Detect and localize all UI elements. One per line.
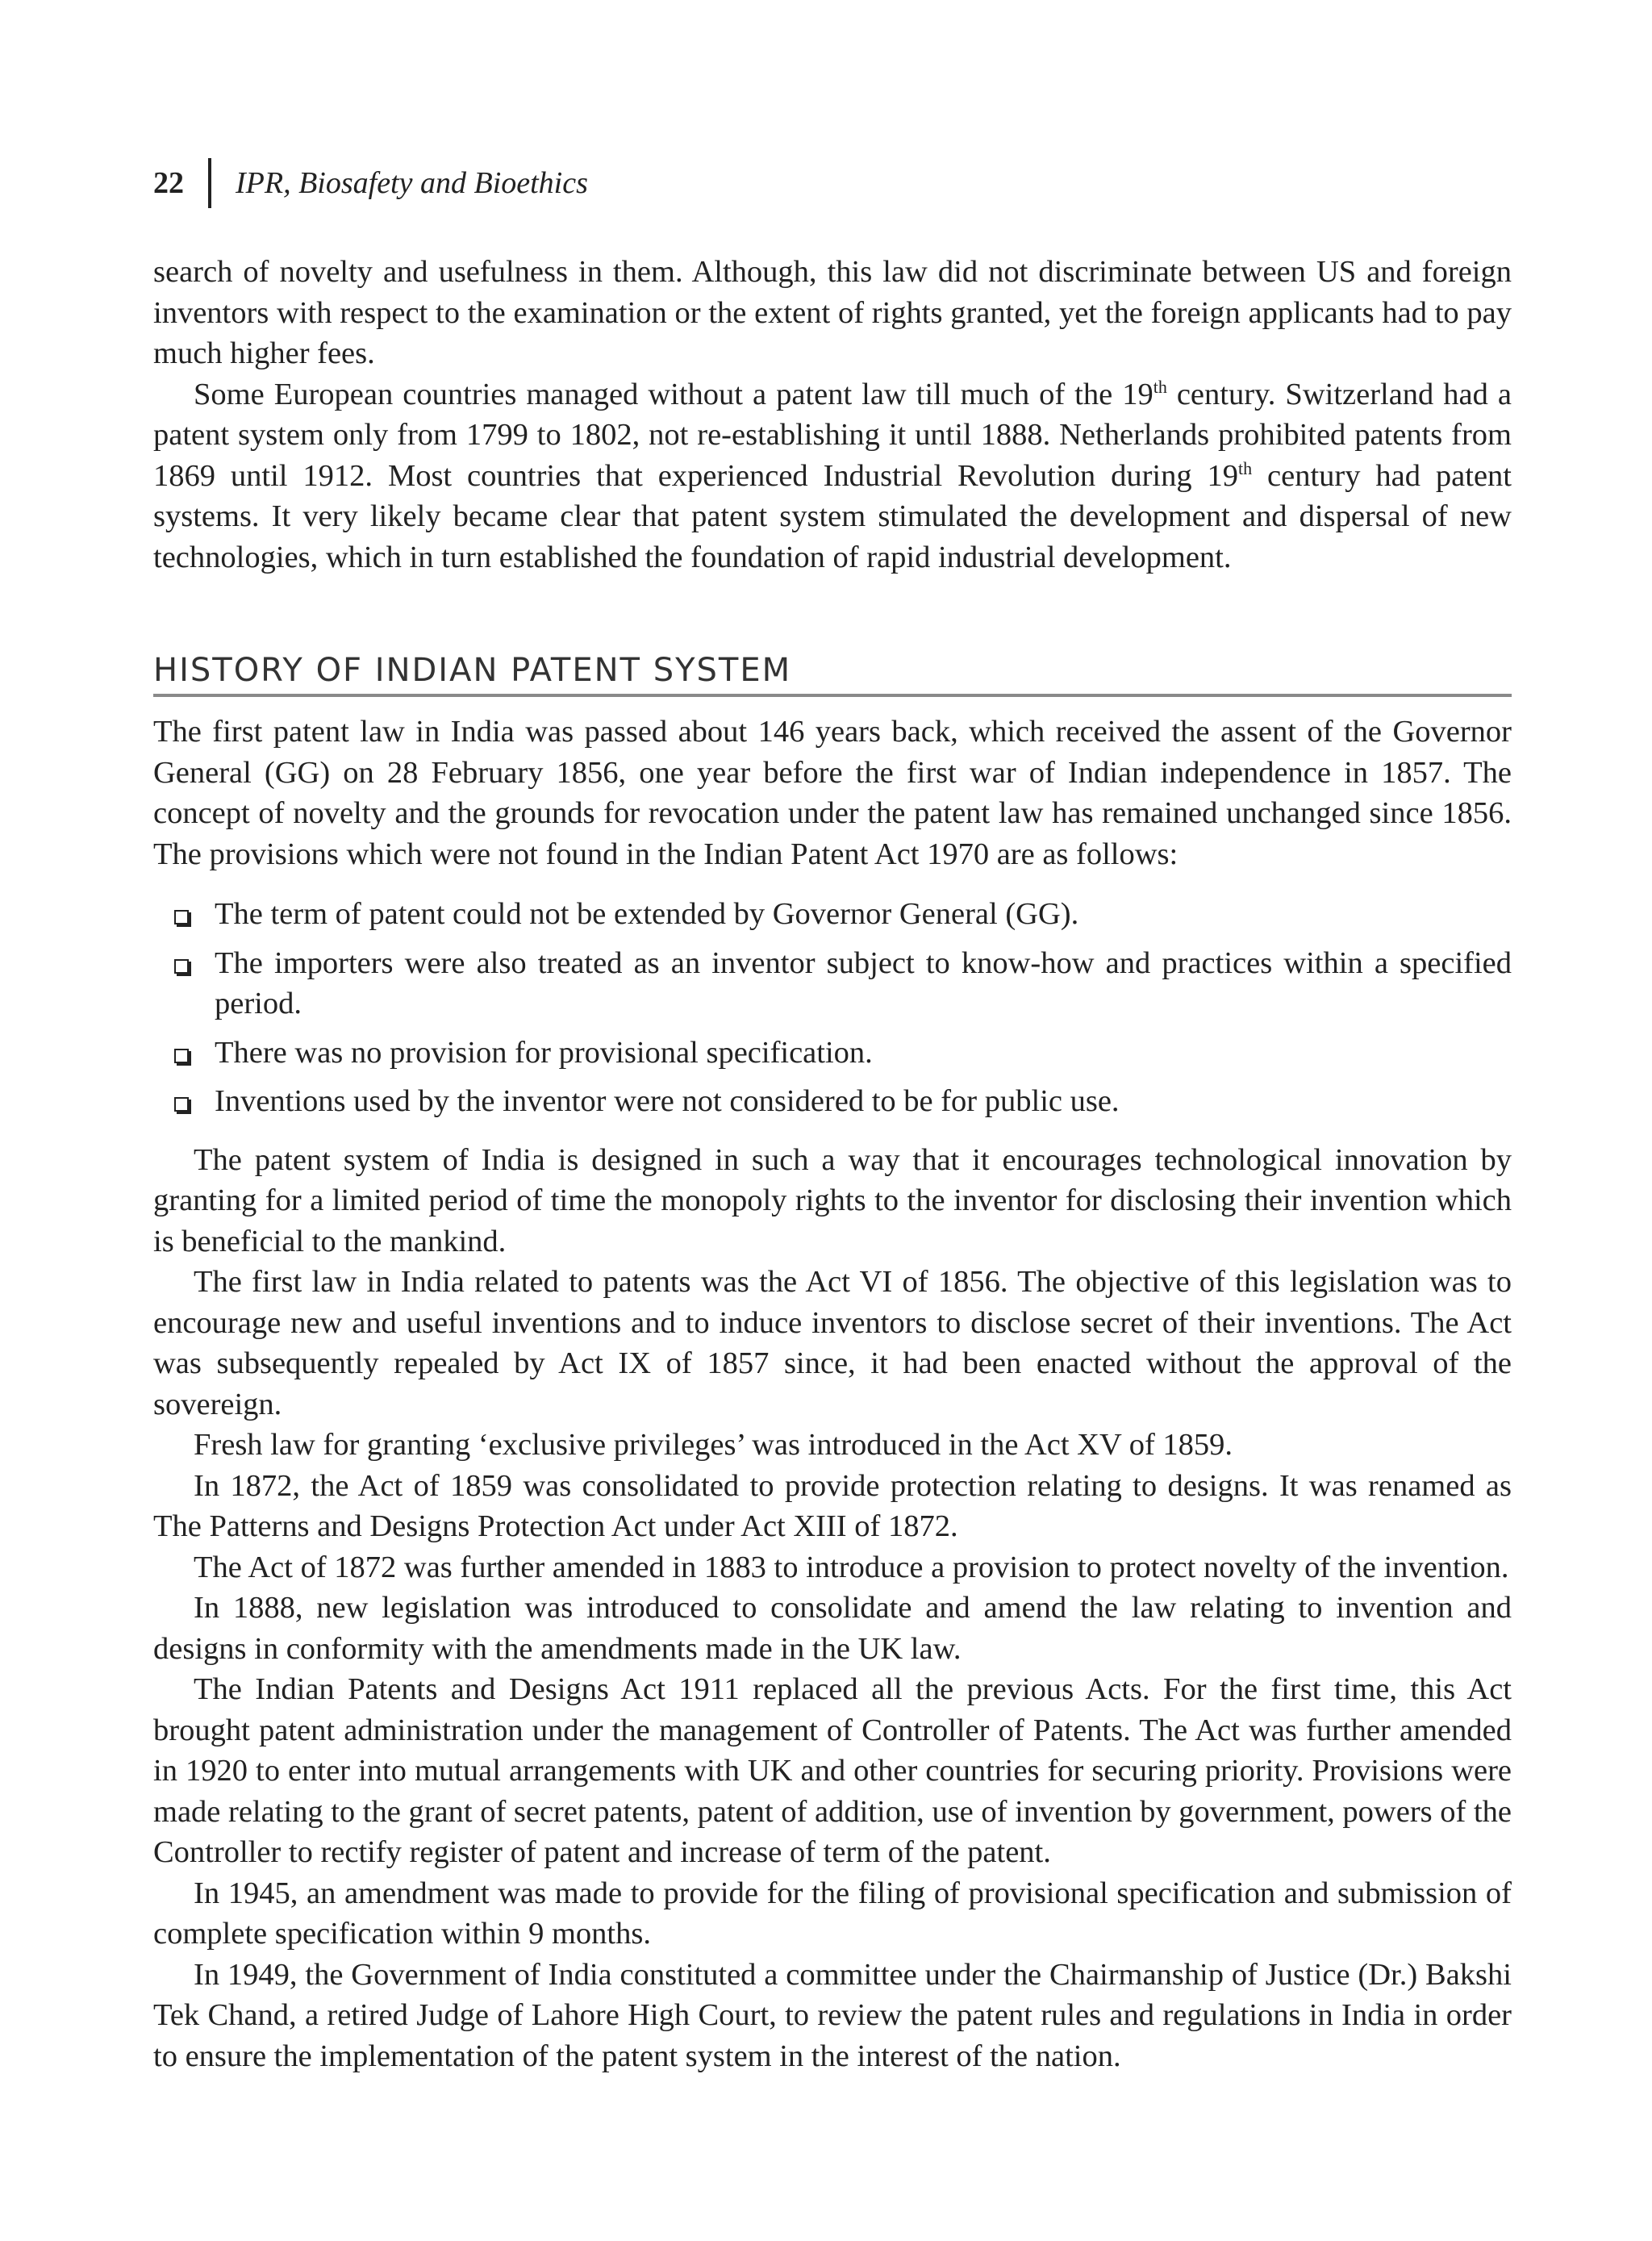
section-heading: HISTORY OF INDIAN PATENT SYSTEM — [153, 650, 1512, 697]
body-paragraph: In 1888, new legislation was introduced to consolidate and amend the law relating to invention and designs in conformity with the amendments made in the UK law. — [153, 1591, 1512, 1666]
header-divider — [208, 158, 211, 208]
list-item-text: The importers were also treated as an inventor subject to know-how and practices within a specified period. — [215, 945, 1512, 1020]
body-paragraph: The first law in India related to patents was the Act VI of 1856. The objective of this legislation was to encourage new and useful inventions and to induce inventors to disclose secret of their inventions. The Act was subsequently repealed by Act IX of 1857 since, it had been enacted without the approval of the sovereign. — [153, 1265, 1512, 1421]
list-item-text: Inventions used by the inventor were not considered to be for public use. — [215, 1084, 1120, 1118]
list-item — [153, 894, 1512, 935]
continued-paragraph: search of novelty and usefulness in them. Although, this law did not discriminate between US and foreign inventors with respect to the examination or the extent of rights granted, yet the foreign applicants had to pay much higher fees. — [153, 255, 1512, 370]
checkbox-bullet-icon — [174, 1097, 189, 1112]
superscript: th — [1153, 376, 1167, 397]
list-item — [153, 1033, 1512, 1074]
list-item — [153, 1081, 1512, 1122]
european-countries-paragraph — [153, 374, 1512, 578]
body-paragraph: In 1945, an amendment was made to provide for the filing of provisional specification and submission of complete specification within 9 months. — [153, 1876, 1512, 1951]
body-paragraph: In 1949, the Government of India constituted a committee under the Chairmanship of Justice (Dr.) Bakshi Tek Chand, a retired Judge of Lahore High Court, to review the patent rules and regulations in India in order to ensure the implementation of the patent system in the interest of the nation. — [153, 1957, 1512, 2073]
list-item-text: The term of patent could not be extended by Governor General (GG). — [215, 897, 1079, 931]
list-item — [153, 943, 1512, 1025]
body-paragraph: The Indian Patents and Designs Act 1911 replaced all the previous Acts. For the first time, this Act brought patent administration under the management of Controller of Patents. The Act was further amended in 1920 to enter into mutual arrangements with UK and other countries for securing priority. Provisions were made relating to the grant of secret patents, patent of addition, use of invention by government, powers of the Controller to rectify register of patent and increase of term of the patent. — [153, 1672, 1512, 1869]
body-paragraph: In 1872, the Act of 1859 was consolidated to provide protection relating to designs. It was renamed as The Patterns and Designs Protection Act under Act XIII of 1872. — [153, 1468, 1512, 1543]
running-title: IPR, Biosafety and Bioethics — [236, 166, 588, 200]
checkbox-bullet-icon — [174, 910, 189, 924]
checkbox-bullet-icon — [174, 1049, 189, 1063]
list-item-text: There was no provision for provisional specification. — [215, 1035, 873, 1070]
section-lead-paragraph: The first patent law in India was passed about 146 years back, which received the assent of the Governor General (GG) on 28 February 1856, one year before the first war of Indian independence in 1857. The concept of novelty and the grounds for revocation under the patent law has remained unchanged since 1856. The provisions which were not found in the Indian Patent Act 1970 are as follows: — [153, 715, 1512, 871]
provisions-list — [153, 894, 1512, 1122]
body-paragraph: The Act of 1872 was further amended in 1883 to introduce a provision to protect novelty of the invention. — [194, 1550, 1509, 1584]
text-fragment: Some European countries managed without a patent law till much of the 19 — [194, 377, 1153, 411]
body-paragraph: The patent system of India is designed in such a way that it encourages technological innovation by granting for a limited period of time the monopoly rights to the inventor for disclosing their invention which is beneficial to the mankind. — [153, 1142, 1512, 1258]
page-header — [153, 158, 588, 208]
text-fragment: century had patent systems. It very likely became clear that patent system stimulated the development and dispersal of new technologies, which in turn established the foundation of rapid industrial development. — [153, 458, 1512, 574]
page-number: 22 — [153, 166, 184, 200]
superscript: th — [1238, 457, 1253, 478]
checkbox-bullet-icon — [174, 959, 189, 974]
body-paragraph: Fresh law for granting ‘exclusive privileges’ was introduced in the Act XV of 1859. — [194, 1428, 1233, 1462]
page-body — [153, 252, 1512, 2076]
text-fragment: century. Switzerland had a patent system only from 1799 to 1802, not re-establishing it until 1888. Netherlands prohibited patents from 1869 until 1912. Most countries that experienced Industrial Revolution during 19 — [153, 377, 1512, 493]
